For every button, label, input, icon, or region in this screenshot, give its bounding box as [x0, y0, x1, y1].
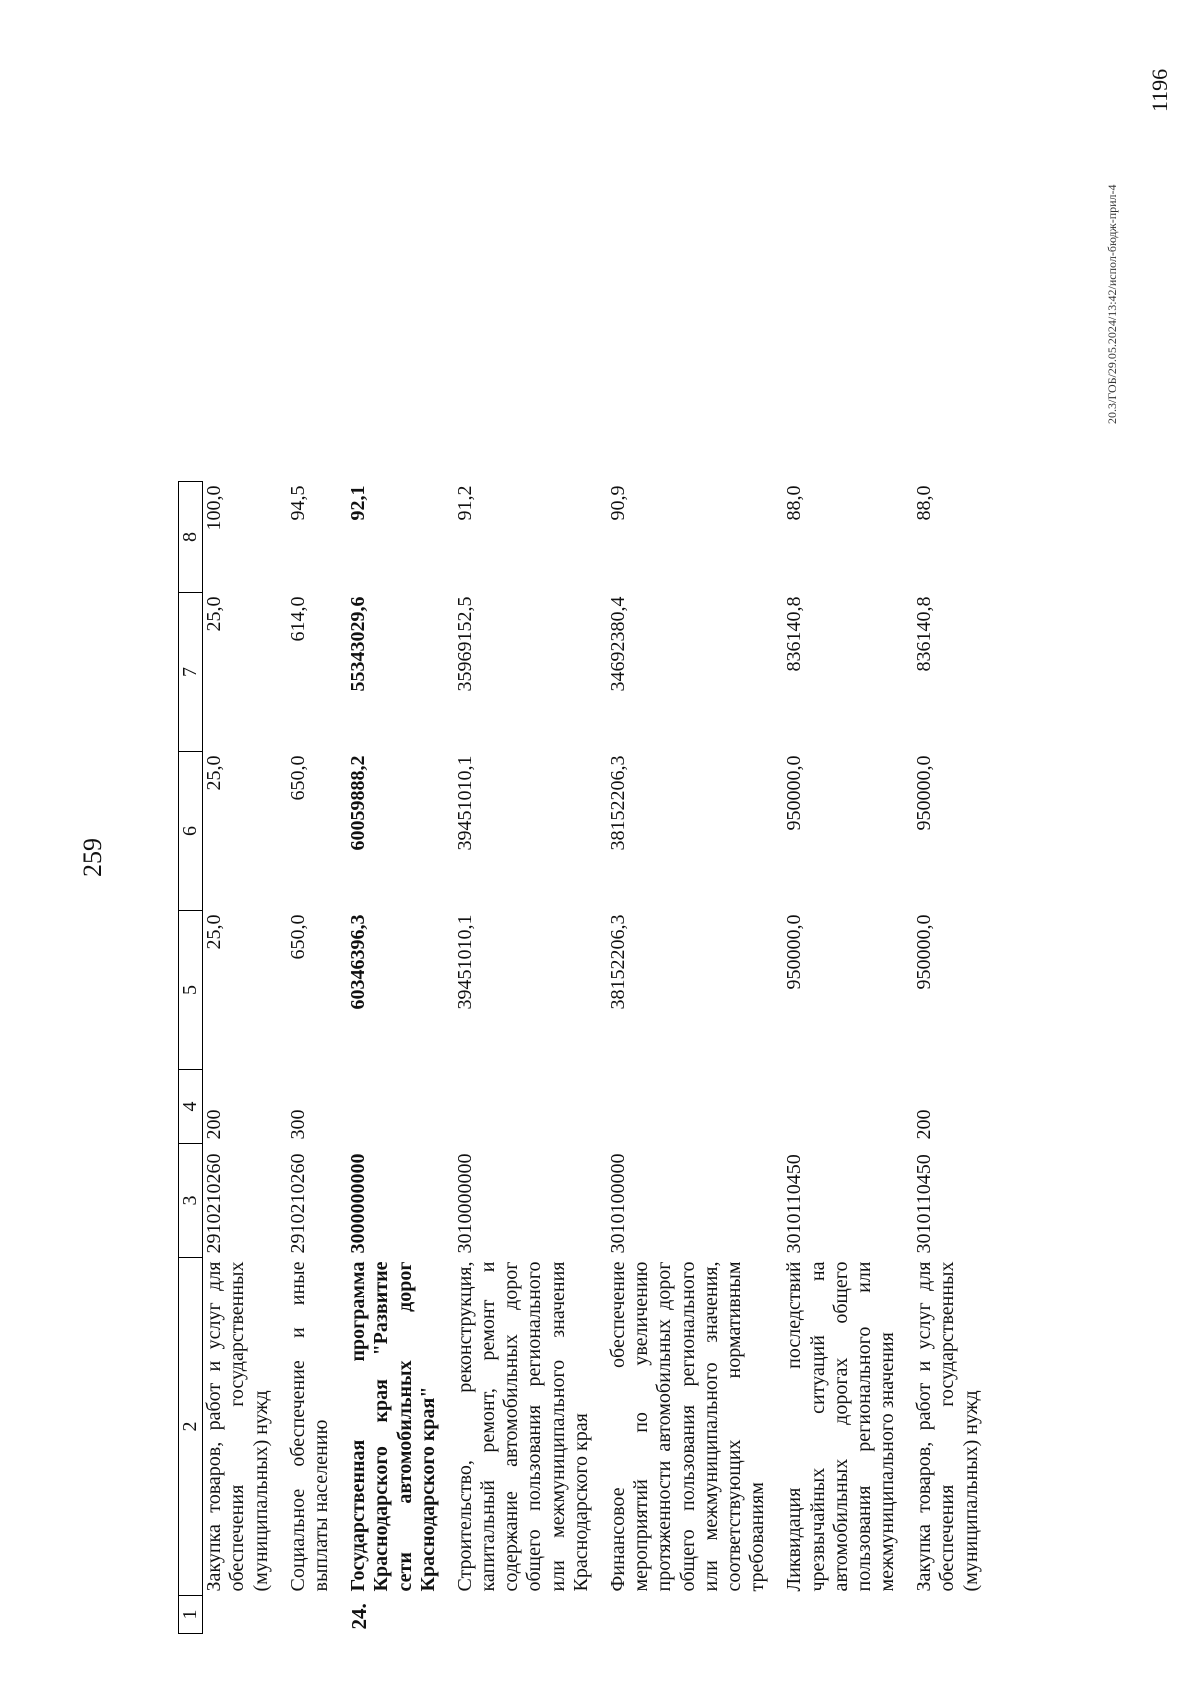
row-name: Строительство, реконструкция, капитальный ремонт, ремонт и содержание автомобильных дорог общего пользования регионального или межмуниципального значения Краснодарского края	[453, 1261, 592, 1592]
header-col-1: 1	[179, 1596, 203, 1634]
row-value-7: 836140,8	[783, 596, 806, 672]
row-number	[287, 1596, 347, 1634]
row-value-6: 38152206,3	[607, 755, 629, 851]
row-code: 2910210260	[203, 1153, 226, 1254]
row-value-8: 92,1	[347, 485, 370, 521]
row-name: Государственная программа Краснодарского края "Развитие сети автомобильных дорог Краснодарского края"	[347, 1261, 439, 1592]
row-number	[203, 1596, 287, 1634]
row-value-6: 650,0	[286, 755, 309, 801]
row-value-6: 25,0	[203, 755, 226, 791]
header-col-3: 3	[179, 1144, 203, 1258]
table-row	[454, 482, 607, 1634]
document-code: 20.3/ГОБ/29.05.2024/13:42/испол-бюдж-прил-4	[1105, 184, 1119, 424]
row-name: Ликвидация последствий чрезвычайных ситуаций на автомобильных дорогах общего пользования регионального или межмуниципального значения	[783, 1261, 899, 1592]
header-col-2: 2	[179, 1258, 203, 1596]
row-value-8: 88,0	[913, 485, 936, 521]
row-number	[913, 1596, 997, 1634]
row-value-5: 39451010,1	[453, 914, 476, 1010]
page-number: 259	[78, 838, 107, 877]
row-type: 300	[286, 1109, 309, 1140]
row-value-6: 39451010,1	[453, 755, 476, 851]
row-value-5: 38152206,3	[607, 914, 629, 1010]
header-row	[179, 482, 203, 1634]
row-name: Закупка товаров, работ и услуг для обеспечения государственных (муниципальных) нужд	[203, 1261, 272, 1592]
header-col-7: 7	[179, 593, 203, 752]
row-value-5: 25,0	[203, 914, 226, 950]
row-value-5: 950000,0	[783, 914, 806, 990]
row-value-5: 60346396,3	[347, 914, 370, 1010]
row-number	[454, 1596, 607, 1634]
row-type	[783, 1070, 913, 1144]
row-value-7: 55343029,6	[347, 596, 370, 692]
row-code: 3010000000	[453, 1153, 476, 1254]
row-code: 3010110450	[783, 1154, 806, 1254]
header-col-6: 6	[179, 752, 203, 911]
table-row	[287, 482, 347, 1634]
row-type: 200	[203, 1109, 226, 1140]
row-value-7: 614,0	[286, 596, 309, 642]
row-value-8: 88,0	[783, 485, 806, 521]
row-value-6: 950000,0	[913, 755, 936, 831]
row-type: 200	[913, 1109, 936, 1140]
row-name: Социальное обеспечение и иные выплаты населению	[286, 1261, 332, 1592]
row-value-8: 100,0	[203, 485, 226, 531]
row-code: 2910210260	[286, 1153, 309, 1254]
table-row	[913, 482, 997, 1634]
row-number	[607, 1596, 783, 1634]
row-value-6: 950000,0	[783, 755, 806, 831]
row-value-8: 90,9	[607, 485, 629, 521]
row-name: Финансовое обеспечение мероприятий по увеличению протяженности автомобильных дорог общего пользования регионального или межмуниципального значения, соответствующих нормативным требованиям	[607, 1261, 769, 1592]
header-col-5: 5	[179, 911, 203, 1070]
row-type	[607, 1070, 783, 1144]
row-type	[347, 1070, 454, 1144]
row-name: Закупка товаров, работ и услуг для обеспечения государственных (муниципальных) нужд	[913, 1261, 982, 1592]
row-number: 24.	[347, 1603, 372, 1630]
row-number	[783, 1596, 913, 1634]
row-value-5: 650,0	[286, 914, 309, 960]
table-row-program	[347, 482, 454, 1634]
table-row	[607, 482, 783, 1634]
row-value-6: 60059888,2	[347, 755, 370, 851]
row-type	[454, 1070, 607, 1144]
table-row	[783, 482, 913, 1634]
row-value-7: 25,0	[203, 596, 226, 632]
table-row	[203, 482, 287, 1634]
row-value-8: 91,2	[453, 485, 476, 521]
row-value-5: 950000,0	[913, 914, 936, 990]
header-col-8: 8	[179, 482, 203, 593]
row-code: 3010100000	[607, 1153, 629, 1254]
sheet-number: 1196	[1147, 68, 1172, 112]
header-col-4: 4	[179, 1070, 203, 1144]
row-code: 3000000000	[347, 1153, 370, 1254]
row-value-7: 836140,8	[913, 596, 936, 672]
row-value-7: 35969152,5	[453, 596, 476, 692]
row-code: 3010110450	[913, 1154, 936, 1254]
row-value-7: 34692380,4	[607, 596, 629, 692]
budget-table	[178, 481, 997, 1634]
row-value-8: 94,5	[286, 485, 309, 521]
